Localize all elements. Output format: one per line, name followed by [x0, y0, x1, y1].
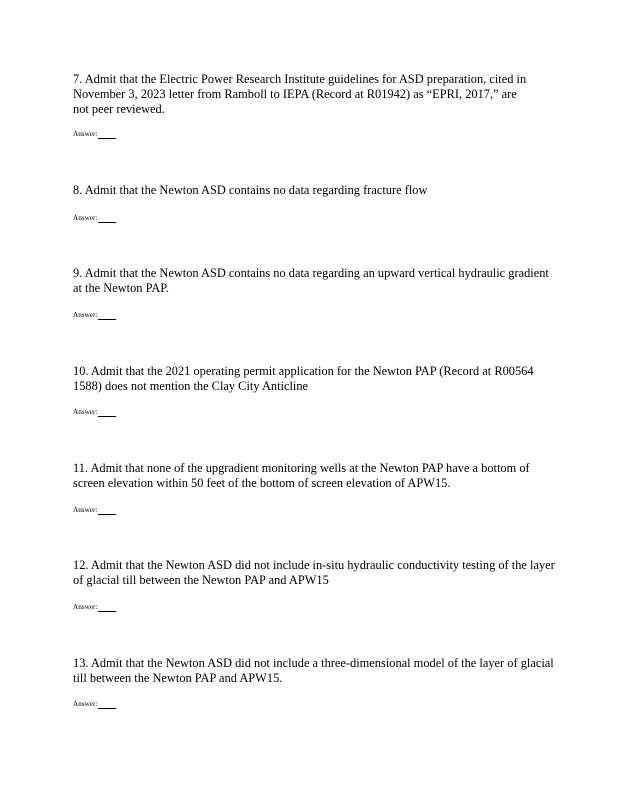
- answer-line: [98, 214, 116, 223]
- answer-label: Answer:: [73, 130, 98, 138]
- answer-field: [73, 311, 116, 320]
- request-text: 7. Admit that the Electric Power Research Institute guidelines for ASD preparation, cited in November 3, 2023 letter from Ramboll to IEPA (Record at R01942) as “EPRI, 2017,” are not peer reviewed.: [73, 72, 527, 116]
- request-text: 8. Admit that the Newton ASD contains no data regarding fracture flow: [73, 183, 428, 197]
- request-for-admission-10: [73, 364, 573, 416]
- answer-field: [73, 603, 116, 612]
- request-text: 11. Admit that none of the upgradient monitoring wells at the Newton PAP have a bottom of screen elevation within 50 feet of the bottom of screen elevation of APW15.: [73, 461, 530, 490]
- answer-label: Answer:: [73, 603, 98, 611]
- answer-field: [73, 214, 116, 223]
- answer-label: Answer:: [73, 408, 98, 416]
- answer-label: Answer:: [73, 506, 98, 514]
- request-for-admission-7: [73, 72, 573, 138]
- answer-label: Answer:: [73, 700, 98, 708]
- request-for-admission-12: [73, 558, 573, 611]
- answer-label: Answer:: [73, 311, 98, 319]
- answer-line: [98, 506, 116, 515]
- answer-field: [73, 700, 116, 709]
- answer-label: Answer:: [73, 214, 98, 222]
- request-text: 9. Admit that the Newton ASD contains no data regarding an upward vertical hydraulic gradient at the Newton PAP.: [73, 266, 549, 295]
- request-for-admission-8: [73, 183, 573, 222]
- answer-field: [73, 130, 116, 139]
- answer-line: [98, 603, 116, 612]
- request-text: 10. Admit that the 2021 operating permit application for the Newton PAP (Record at R00564 1588) does not mention the Clay City Anticline: [73, 364, 534, 393]
- answer-line: [98, 130, 116, 139]
- request-for-admission-13: [73, 656, 573, 708]
- answer-line: [98, 311, 116, 320]
- request-text: 12. Admit that the Newton ASD did not include in-situ hydraulic conductivity testing of the layer of glacial till between the Newton PAP and APW15: [73, 558, 555, 587]
- answer-field: [73, 506, 116, 515]
- answer-line: [98, 408, 116, 417]
- request-text: 13. Admit that the Newton ASD did not include a three-dimensional model of the layer of glacial till between the Newton PAP and APW15.: [73, 656, 554, 685]
- request-for-admission-11: [73, 461, 573, 514]
- answer-field: [73, 408, 116, 417]
- answer-line: [98, 700, 116, 709]
- request-for-admission-9: [73, 266, 573, 319]
